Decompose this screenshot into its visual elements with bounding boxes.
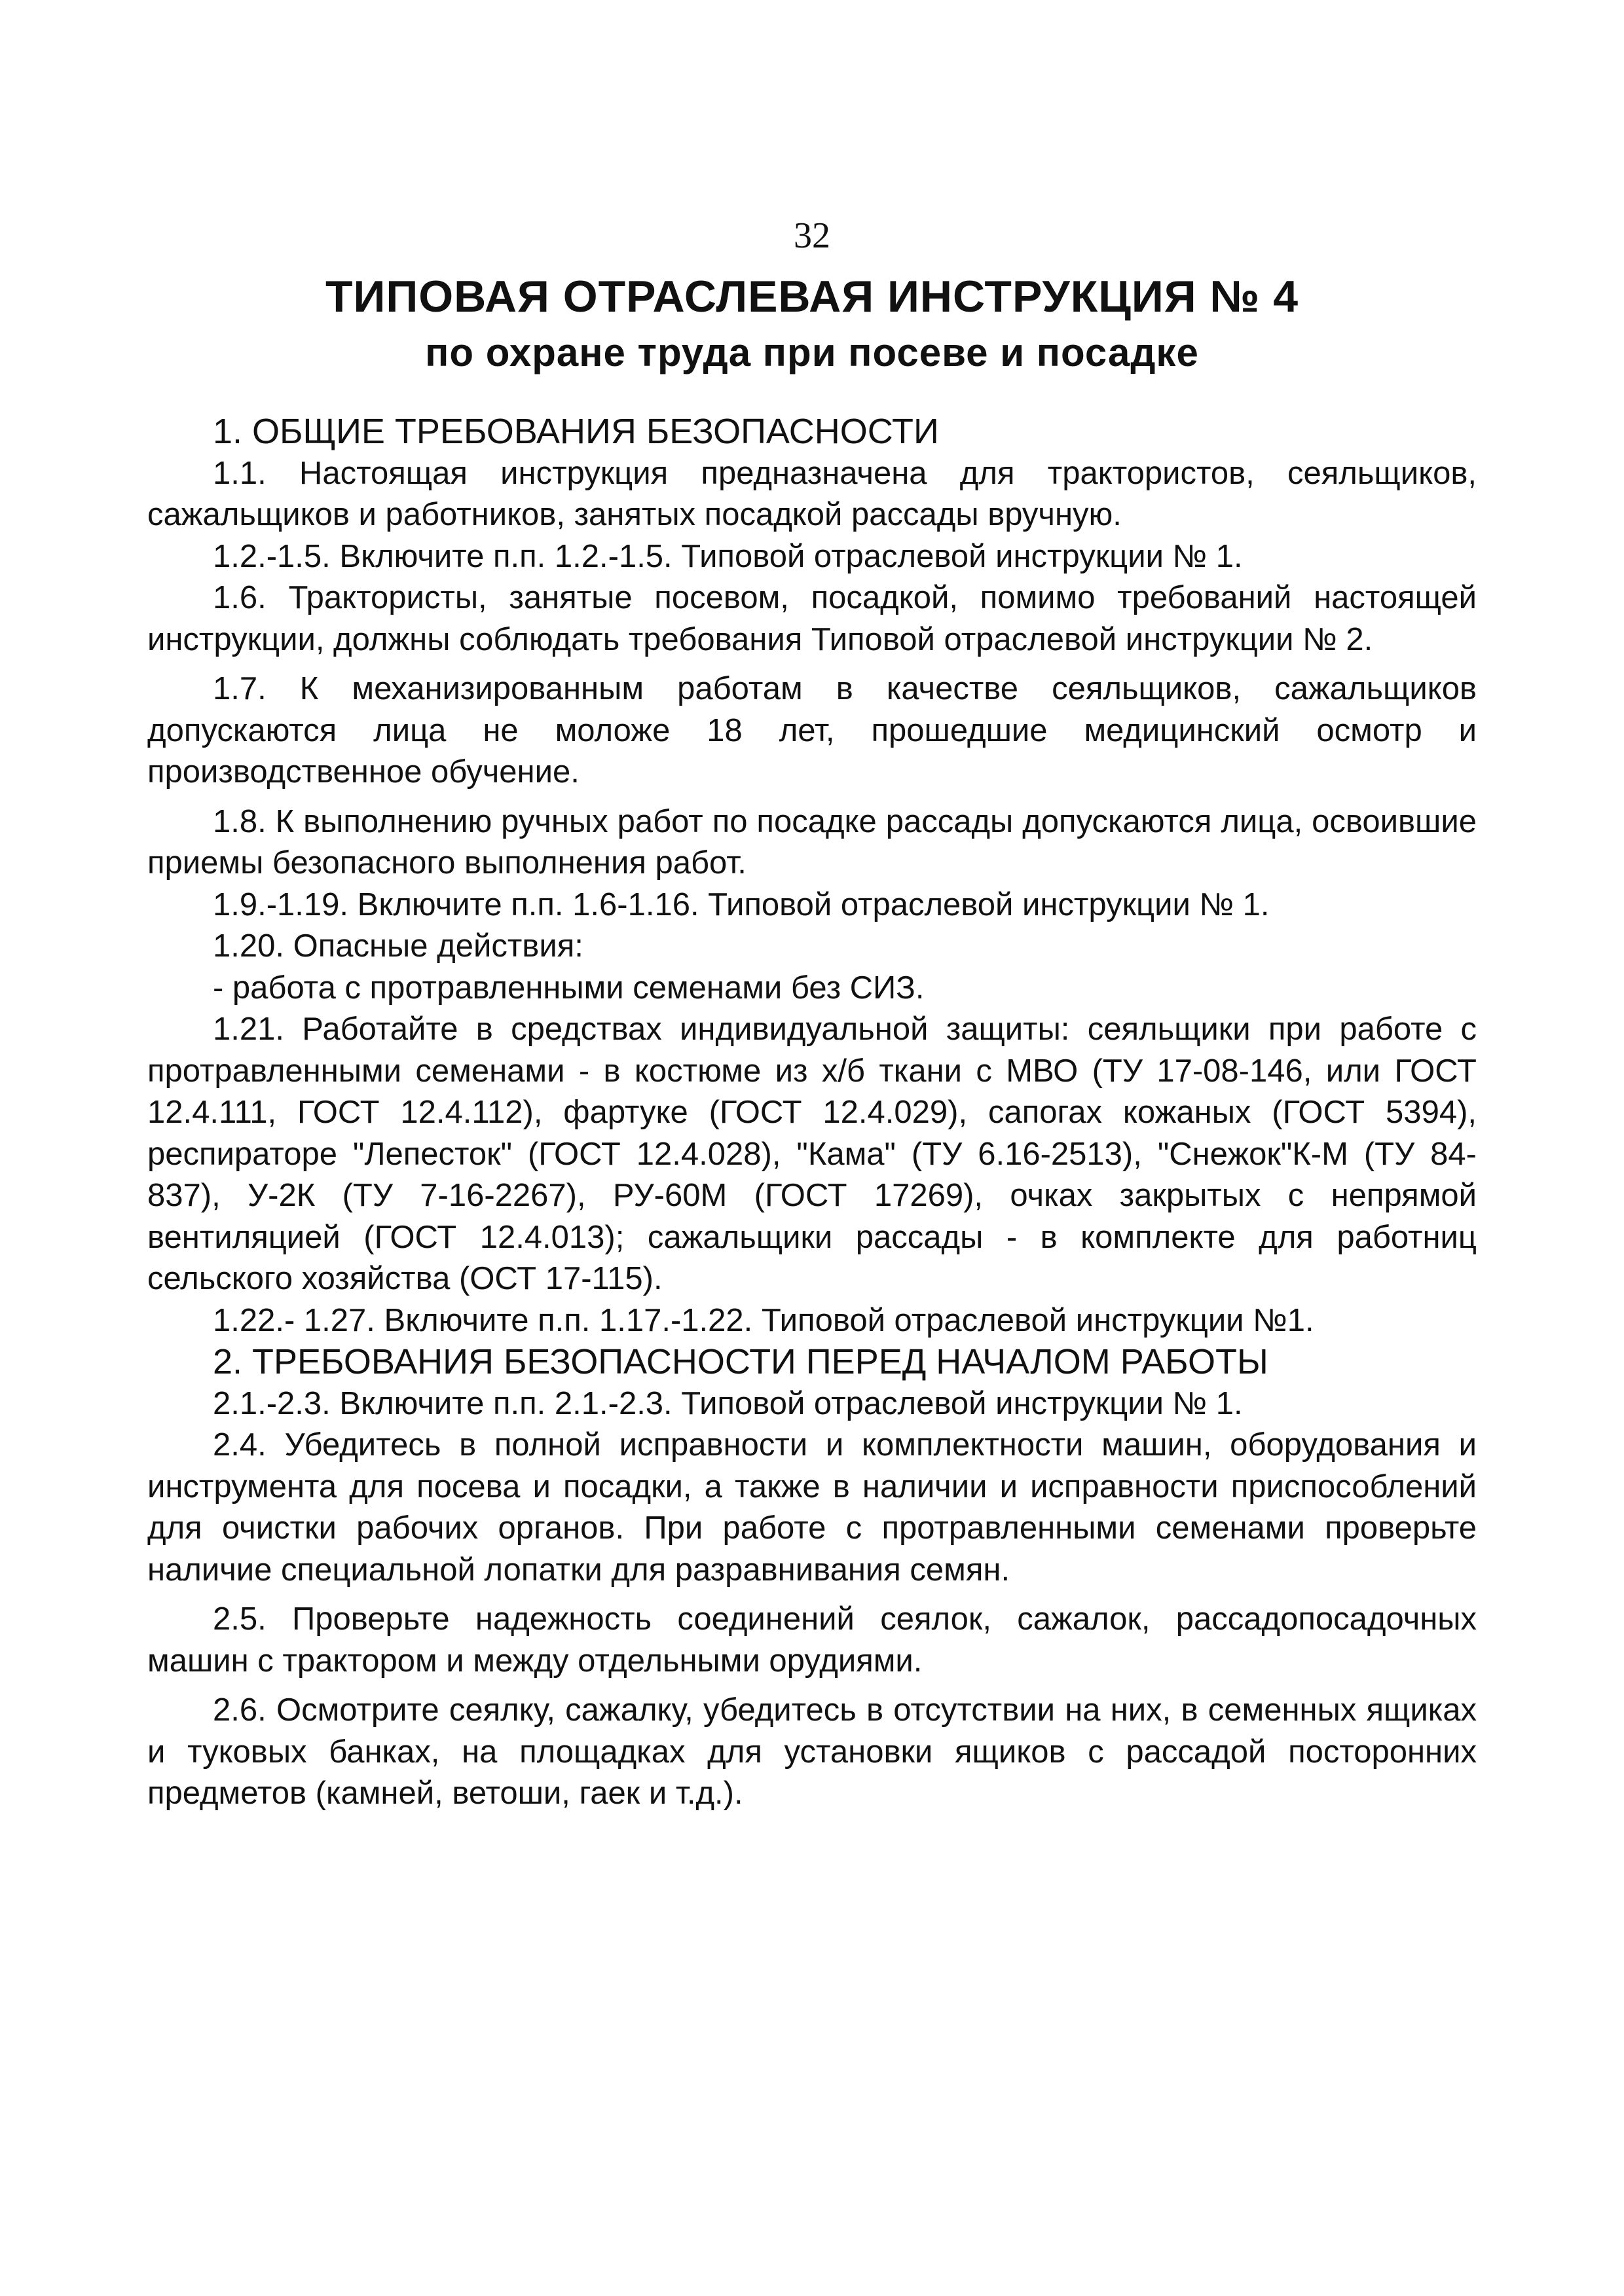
paragraph-1-9: 1.9.-1.19. Включите п.п. 1.6-1.16. Типовой отраслевой инструкции № 1. bbox=[213, 886, 1270, 922]
paragraph-2-1: 2.1.-2.3. Включите п.п. 2.1.-2.3. Типовой отраслевой инструкции № 1. bbox=[213, 1385, 1243, 1421]
paragraph-1-20-item: - работа с протравленными семенами без СИЗ. bbox=[213, 970, 925, 1006]
document-subtitle: по охране труда при посеве и посадке bbox=[425, 331, 1199, 374]
paragraph-1-20: 1.20. Опасные действия: bbox=[213, 928, 583, 964]
section-heading-general: 1. ОБЩИЕ ТРЕБОВАНИЯ БЕЗОПАСНОСТИ bbox=[213, 412, 939, 451]
paragraph-2-5: 2.5. Проверьте надежность соединений сеялок, сажалок, рассадопосадочных машин с трактором и между отдельными орудиями. bbox=[147, 1601, 1477, 1679]
paragraph-2-4: 2.4. Убедитесь в полной исправности и комплектности машин, оборудования и инструмента для посева и посадки, а также в наличии и исправности приспособлений для очистки рабочих органов. При работе с протравленными семенами проверьте наличие специальной лопатки для разравнивания семян. bbox=[147, 1427, 1477, 1588]
paragraph-1-1: 1.1. Настоящая инструкция предназначена для трактористов, сеяльщиков, сажальщиков и работников, занятых посадкой рассады вручную. bbox=[147, 455, 1477, 532]
paragraph-1-2: 1.2.-1.5. Включите п.п. 1.2.-1.5. Типовой отраслевой инструкции № 1. bbox=[213, 538, 1243, 574]
paragraph-1-21: 1.21. Работайте в средствах индивидуальной защиты: сеяльщики при работе с протравленными семенами - в костюме из х/б ткани с МВО (ТУ 17-08-146, или ГОСТ 12.4.111, ГОСТ 12.4.112), фартуке (ГОСТ 12.4.029), сапогах кожаных (ГОСТ 5394), респираторе "Лепесток" (ГОСТ 12.4.028), "Кама" (ТУ 6.16-2513), "Снежок"К-М (ТУ 84-837), У-2К (ТУ 7-16-2267), РУ-60М (ГОСТ 17269), очках закрытых с непрямой вентиляцией (ГОСТ 12.4.013); сажальщики рассады - в комплекте для работниц сельского хозяйства (ОСТ 17-115). bbox=[147, 1011, 1477, 1296]
document-title: ТИПОВАЯ ОТРАСЛЕВАЯ ИНСТРУКЦИЯ № 4 bbox=[325, 272, 1299, 321]
document-body bbox=[147, 411, 1477, 1815]
paragraph-1-7: 1.7. К механизированным работам в качестве сеяльщиков, сажальщиков допускаются лица не моложе 18 лет, прошедшие медицинский осмотр и производственное обучение. bbox=[147, 671, 1477, 790]
paragraph-1-8: 1.8. К выполнению ручных работ по посадке рассады допускаются лица, освоившие приемы безопасного выполнения работ. bbox=[147, 803, 1477, 881]
paragraph-1-6: 1.6. Трактористы, занятые посевом, посадкой, помимо требований настоящей инструкции, должны соблюдать требования Типовой отраслевой инструкции № 2. bbox=[147, 580, 1477, 657]
paragraph-1-22: 1.22.- 1.27. Включите п.п. 1.17.-1.22. Типовой отраслевой инструкции №1. bbox=[213, 1302, 1314, 1338]
section-heading-before-work: 2. ТРЕБОВАНИЯ БЕЗОПАСНОСТИ ПЕРЕД НАЧАЛОМ РАБОТЫ bbox=[213, 1342, 1268, 1381]
paragraph-2-6: 2.6. Осмотрите сеялку, сажалку, убедитесь в отсутствии на них, в семенных ящиках и туковых банках, на площадках для установки ящиков с рассадой посторонних предметов (камней, ветоши, гаек и т.д.). bbox=[147, 1692, 1477, 1811]
page-number: 32 bbox=[794, 215, 830, 256]
